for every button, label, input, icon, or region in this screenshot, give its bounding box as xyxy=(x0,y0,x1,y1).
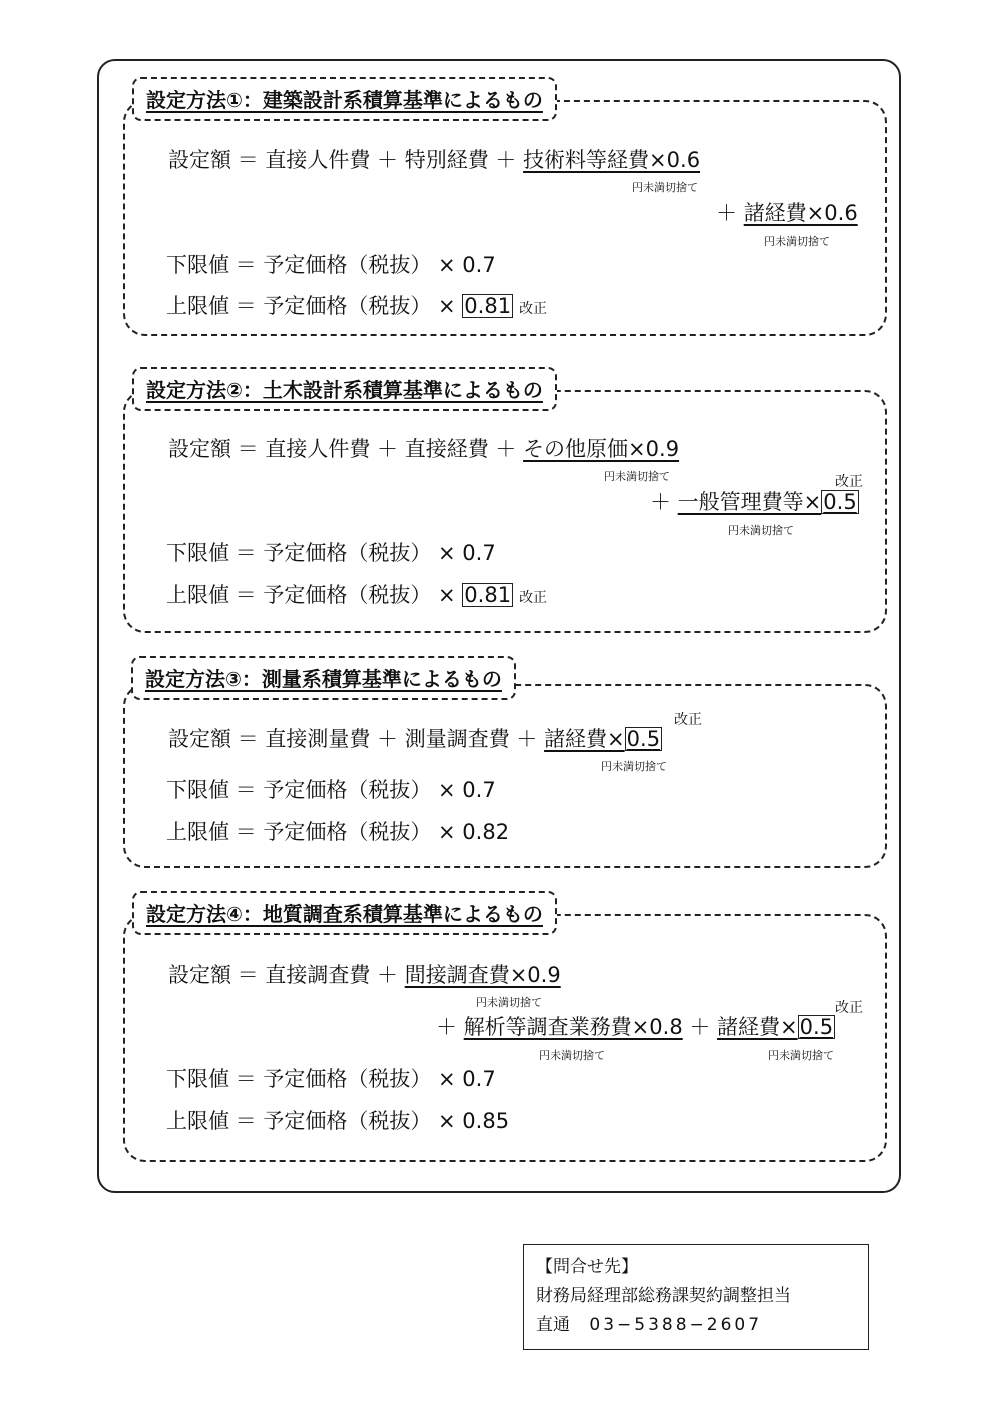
s2-formula-lead: 設定額 ＝ 直接人件費 ＋ 直接経費 ＋ xyxy=(168,437,524,461)
s4-term1-note: 円未満切捨て xyxy=(476,996,542,1009)
s1-term1-note: 円未満切捨て xyxy=(632,181,698,194)
s2-formula-line2 xyxy=(650,488,859,516)
s4-term3-note: 円未満切捨て xyxy=(768,1049,834,1062)
s1-formula-line2 xyxy=(716,199,858,227)
s4-term2-note: 円未満切捨て xyxy=(539,1049,605,1062)
s1-revised-label: 改正 xyxy=(519,301,548,317)
s2-term2: 一般管理費等× xyxy=(677,490,822,514)
s4-term3-value: 0.5 xyxy=(799,1015,834,1039)
s1-term2: 諸経費×0.6 xyxy=(743,201,858,225)
s4-formula-lead: 設定額 ＝ 直接調査費 ＋ xyxy=(168,963,405,987)
s4-term1: 間接調査費×0.9 xyxy=(404,963,561,987)
contact-phone-label: 直通 xyxy=(536,1315,570,1335)
s3-upper-limit: 上限値 ＝ 予定価格（税抜） × 0.82 xyxy=(166,820,510,844)
s2-term1-note: 円未満切捨て xyxy=(604,470,670,483)
s1-formula-line1 xyxy=(168,146,700,174)
s3-term1: 諸経費× xyxy=(544,727,625,751)
s1-upper-limit xyxy=(166,292,547,323)
contact-department: 財務局経理部総務課契約調整担当 xyxy=(536,1286,791,1306)
contact-phone: 03−5388−2607 xyxy=(589,1315,763,1335)
s3-lower-limit: 下限値 ＝ 予定価格（税抜） × 0.7 xyxy=(166,778,496,802)
s2-term2-value: 0.5 xyxy=(823,490,857,514)
s1-upper-lead: 上限値 ＝ 予定価格（税抜） × xyxy=(166,294,463,318)
s2-lower-limit: 下限値 ＝ 予定価格（税抜） × 0.7 xyxy=(166,541,496,565)
s2-term1: その他原価×0.9 xyxy=(523,437,680,461)
s2-upper-value: 0.81 xyxy=(464,583,512,607)
section-2-title: 設定方法②：土木設計系積算基準によるもの xyxy=(132,367,557,411)
s4-line2-plus: ＋ xyxy=(436,1015,464,1039)
s4-formula-line1 xyxy=(168,961,561,989)
s3-term1-revised: 改正 xyxy=(674,712,702,728)
s4-lower-limit: 下限値 ＝ 予定価格（税抜） × 0.7 xyxy=(166,1067,496,1091)
s1-upper-value: 0.81 xyxy=(464,294,512,318)
s1-term1: 技術料等経費×0.6 xyxy=(523,148,701,172)
s2-formula-line1 xyxy=(168,435,679,463)
s3-formula-lead: 設定額 ＝ 直接測量費 ＋ 測量調査費 ＋ xyxy=(168,727,545,751)
contact-heading: 【問合せ先】 xyxy=(536,1257,638,1277)
s2-upper-limit xyxy=(166,581,547,612)
s4-term3-revised: 改正 xyxy=(835,1000,863,1016)
section-1-title: 設定方法①：建築設計系積算基準によるもの xyxy=(132,77,557,121)
s1-formula-lead: 設定額 ＝ 直接人件費 ＋ 特別経費 ＋ xyxy=(168,148,524,172)
s2-term2-note: 円未満切捨て xyxy=(728,524,794,537)
section-3-title: 設定方法③：測量系積算基準によるもの xyxy=(131,656,516,700)
s4-term2: 解析等調査業務費×0.8 xyxy=(463,1015,683,1039)
s3-term1-value: 0.5 xyxy=(626,727,661,751)
s4-formula-line2 xyxy=(436,1013,835,1041)
s3-term1-note: 円未満切捨て xyxy=(601,760,667,773)
s4-term3: 諸経費× xyxy=(717,1015,798,1039)
contact-phone-line xyxy=(536,1311,856,1340)
contact-box xyxy=(523,1244,869,1350)
s4-upper-limit: 上限値 ＝ 予定価格（税抜） × 0.85 xyxy=(166,1109,510,1133)
s2-upper-lead: 上限値 ＝ 予定価格（税抜） × xyxy=(166,583,463,607)
s4-plus3: ＋ xyxy=(682,1015,718,1039)
s2-line2-plus: ＋ xyxy=(650,490,678,514)
s1-line2-plus: ＋ xyxy=(716,201,744,225)
s2-revised-label: 改正 xyxy=(519,590,548,606)
s1-lower-limit: 下限値 ＝ 予定価格（税抜） × 0.7 xyxy=(166,253,496,277)
s3-formula-line1 xyxy=(168,725,662,753)
section-4-title: 設定方法④：地質調査系積算基準によるもの xyxy=(132,891,557,935)
s1-term2-note: 円未満切捨て xyxy=(764,235,830,248)
s2-term2-revised: 改正 xyxy=(835,474,863,490)
